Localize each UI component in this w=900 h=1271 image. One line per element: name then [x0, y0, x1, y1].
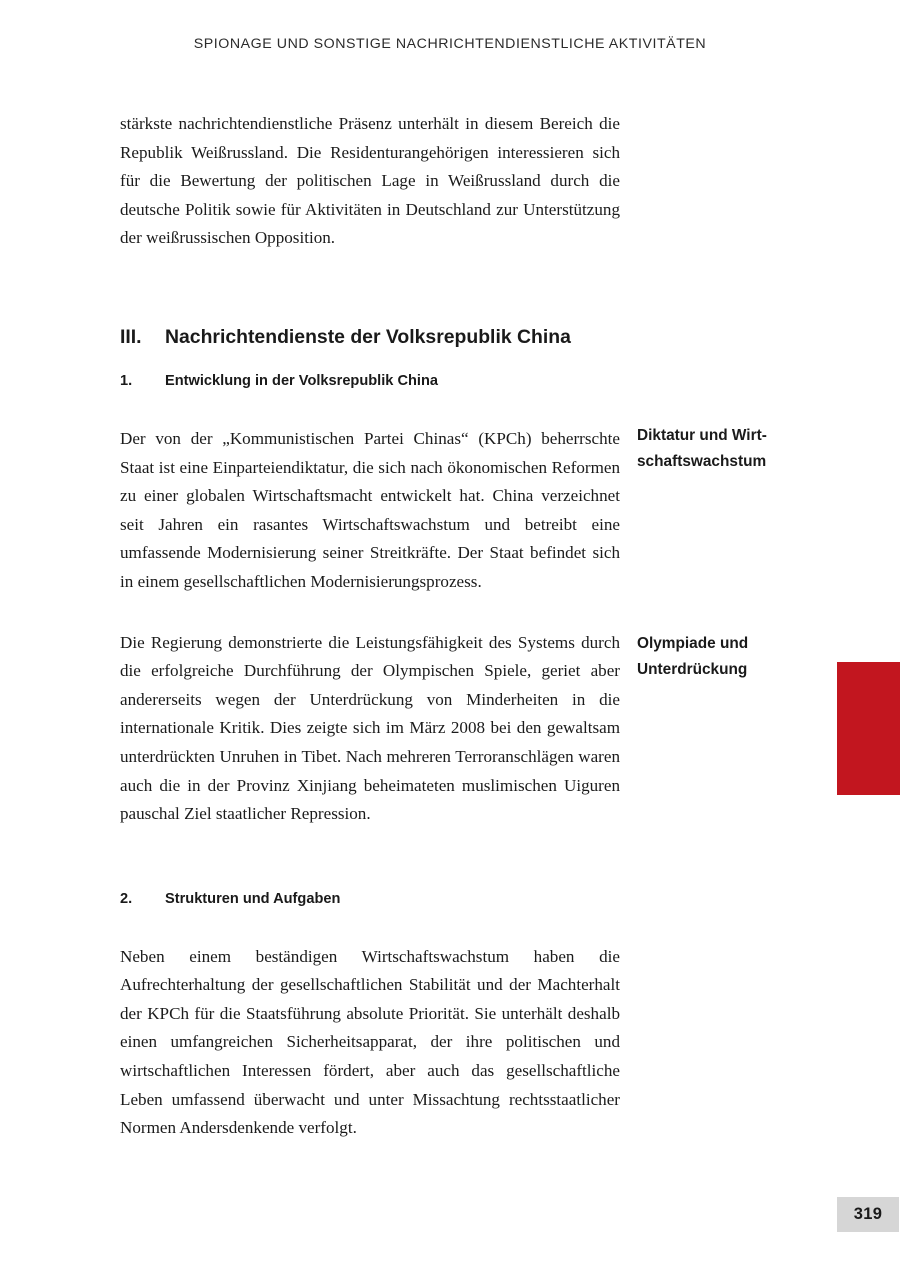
section-heading-1-title: Entwicklung in der Volksrepublik China: [165, 372, 438, 389]
page-number: 319: [853, 1205, 883, 1223]
spacer: [120, 829, 620, 889]
chapter-heading: [120, 325, 620, 349]
paragraph-1: Der von der „Kommunistischen Partei Chinas“ (KPCh) beherrschte Staat ist eine Einparteiendiktatur, die sich nach ökonomischen Reformen zu einer globalen Wirtschaftsmacht entwickelt hat. China verzeichnet seit Jahren ein rasantes Wirtschaftswachstum und betreibt eine umfassende Modernisierung seiner Streitkräfte. Der Staat befindet sich in einem gesellschaftlichen Modernisierungsprozess.: [120, 428, 620, 591]
section-heading-2: [120, 889, 620, 909]
section-heading-1-number: 1.: [120, 372, 133, 389]
running-header: SPIONAGE UND SONSTIGE NACHRICHTENDIENSTLICHE AKTIVITÄTEN: [193, 36, 707, 52]
chapter-heading-number: III.: [120, 325, 142, 348]
page-number-box: [837, 1197, 899, 1232]
margin-note-diktatur-line-2: schaftswachstum: [637, 453, 767, 470]
section-heading-1: [120, 371, 620, 391]
margin-note-olympiade-line-2: Unterdrückung: [637, 661, 748, 678]
paragraph-intro: stärkste nachrichtendienstliche Präsenz unterhält in diesem Bereich die Republik Weißrussland. Die Residenturangehörigen interessieren sich für die Bewertung der politischen Lage in Weißrussland durch die deutsche Politik sowie für Aktivitäten in Deutschland zur Unterstützung der weißrussischen Opposition.: [120, 114, 620, 248]
spacer: [120, 253, 620, 325]
margin-note-diktatur-line-1: Diktatur und Wirt-: [637, 427, 767, 444]
section-heading-2-number: 2.: [120, 890, 133, 907]
margin-note-olympiade: [637, 631, 837, 683]
paragraph-2: Die Regierung demonstrierte die Leistungsfähigkeit des Systems durch die erfolgreiche Durchführung der Olympischen Spiele, geriet aber andererseits wegen der Unterdrückung von Minderheiten in die internationale Kritik. Dies zeigte sich im März 2008 bei den gewaltsam unterdrückten Unruhen in Tibet. Nach mehreren Terroranschlägen waren auch die in der Provinz Xinjiang beheimateten muslimischen Uiguren pauschal Ziel staatlicher Repression.: [120, 632, 620, 824]
spacer: [120, 909, 620, 943]
paragraph-3: Neben einem beständigen Wirtschaftswachstum haben die Aufrechterhaltung der gesellschaftlichen Stabilität und der Machterhalt der KPCh für die Staatsführung absolute Priorität. Sie unterhält deshalb einen umfangreichen Sicherheitsapparat, der ihre politischen und wirtschaftlichen Interessen fördert, aber auch das gesellschaftliche Leben umfassend überwacht und unter Missachtung rechtsstaatlicher Normen Andersdenkende verfolgt.: [120, 946, 620, 1138]
spacer: [120, 597, 620, 629]
main-text-column: [120, 110, 620, 1143]
chapter-heading-title: Nachrichtendienste der Volksrepublik China: [165, 325, 571, 348]
margin-note-olympiade-line-1: Olympiade und: [637, 635, 749, 652]
spacer: [120, 349, 620, 371]
section-heading-2-title: Strukturen und Aufgaben: [165, 890, 341, 907]
margin-note-diktatur: [637, 423, 837, 475]
spacer: [120, 391, 620, 425]
chapter-thumb-tab: [837, 662, 900, 795]
